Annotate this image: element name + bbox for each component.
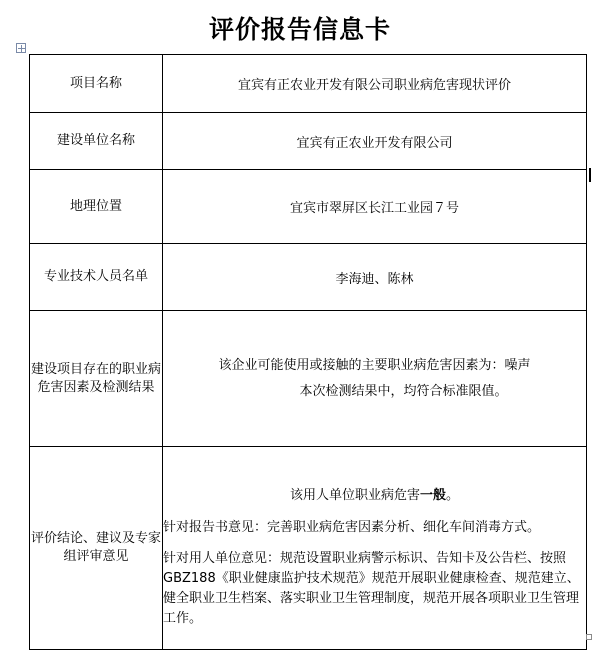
report-opinion-text: 针对报告书意见：完善职业病危害因素分析、细化车间消毒方式。 [163, 520, 541, 535]
unit-name-label: 建设单位名称 [30, 113, 163, 170]
text-cursor [589, 168, 591, 182]
hazard-label: 建设项目存在的职业病危害因素及检测结果 [30, 311, 163, 447]
conclusion-label: 评价结论、建议及专家组评审意见 [30, 447, 163, 650]
project-name-value[interactable]: 宜宾有正农业开发有限公司职业病危害现状评价 [163, 55, 587, 113]
document-title: 评价报告信息卡 [208, 15, 391, 44]
employer-opinion-text: 针对用人单位意见：规范设置职业病警示标识、告知卡及公告栏、按照GBZ188《职业健康监护技术规范》规范开展职业健康检查、规范建立、健全职业卫生档案、落实职业卫生管理制度，规范开展各项职业卫生管理工作。 [163, 551, 580, 626]
info-card-table [29, 54, 587, 650]
table-move-handle-icon[interactable] [16, 43, 26, 53]
table-row [30, 170, 587, 244]
unit-name-value[interactable]: 宜宾有正农业开发有限公司 [163, 113, 587, 170]
hazard-level-emphasis: 一般 [419, 488, 446, 503]
table-row [30, 244, 587, 311]
staff-list-label: 专业技术人员名单 [30, 244, 163, 311]
hazard-result-text: 本次检测结果中，均符合标准限值。 [299, 383, 508, 399]
conclusion-value[interactable] [163, 447, 587, 650]
conclusion-summary [163, 487, 586, 505]
table-resize-handle[interactable] [586, 634, 592, 640]
table-row [30, 55, 587, 113]
table-row [30, 113, 587, 170]
location-label: 地理位置 [30, 170, 163, 244]
conclusion-prefix: 该用人单位职业病危害 [289, 488, 420, 503]
hazard-value[interactable] [163, 311, 587, 447]
hazard-factors-text: 该企业可能使用或接触的主要职业病危害因素为：噪声 [218, 357, 531, 373]
project-name-label: 项目名称 [30, 55, 163, 113]
conclusion-suffix: 。 [446, 488, 460, 503]
table-row [30, 311, 587, 447]
table-row [30, 447, 587, 650]
location-value[interactable]: 宜宾市翠屏区长江工业园７号 [163, 170, 587, 244]
staff-list-value[interactable]: 李海迪、陈林 [163, 244, 587, 311]
